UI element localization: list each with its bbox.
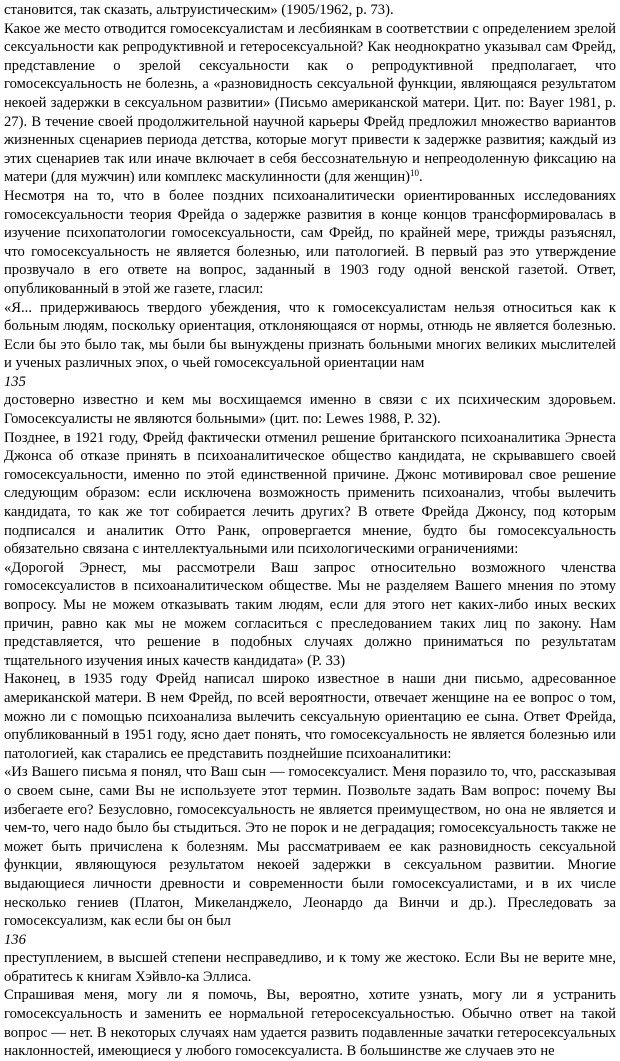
paragraph: Какое же место отводится гомосексуалистам и лесбиянкам в соответствии с определением зрелой сексуальности как репродуктивной и гетеросексуальной? Как неоднократно указывал сам Фрейд, представление о зрелой сексуальности как о репродуктивной предполагает, что гомосексуальность не болезнь, а «разновидность сексуальной функции, являющаяся результатом некоей задержки в сексуальном развитии» (Письмо американской матери. Цит. по: Bayer 1981, р. 27). В течение своей продолжительной научной карьеры Фрейд предложил множество вариантов жизненных сценариев периода детства, которые могут привести к задержке развития; каждый из этих сценариев так или иначе включает в себя бессознательную и непреодоленную фиксацию на матери (для мужчин) или комплекс маскулинности (для женщин)$^{10}$.	[4, 20, 616, 186]
quote-paragraph: «Дорогой Эрнест, мы рассмотрели Ваш запрос относительно возможного членства гомосексуалистов в психоаналитическом обществе. Мы не разделяем Вашего мнения по этому вопросу. Мы не можем отказывать таким людям, если для этого нет каких-либо иных веских причин, равно как мы не можем согласиться с преследованием таких лиц по закону. Нам представляется, что решение в подобных случаях должно приниматься по результатам тщательного изучения иных качеств кандидата» (Р. 33)	[4, 559, 616, 669]
paragraph: Несмотря на то, что в более поздних психоаналитически ориентированных исследованиях гомосексуальности теория Фрейда о задержке развития в конце концов трансформировалась в изучение психопатологии гомосексуальности, сам Фрейд, по крайней мере, трижды разъяснял, что гомосексуальность не является болезнью, или патологией. В первый раз это утверждение прозвучало в его ответе на вопрос, заданный в 1903 году одной венской газетой. Ответ, опубликованный в этой же газете, гласил:	[4, 187, 616, 297]
paragraph: Позднее, в 1921 году, Фрейд фактически отменил решение британского психоаналитика Эрнеста Джонса об отказе принять в психоаналитическое общество кандидата, не скрывавшего своей гомосексуальности, именно по этой единственной причине. Джонс мотивировал свое решение следующим образом: если исключена возможность применить психоанализ, чтобы вылечить кандидата, то как же тот собирается лечить других? В ответе Фрейда Джонсу, под которым подписался и аналитик Отто Ранк, опровергается мнение, будто бы гомосексуальность обязательно связана с интеллектуальными или психологическими ограничениями:	[4, 429, 616, 558]
paragraph: становится, так сказать, альтруистическим» (1905/1962, р. 73).	[4, 2, 394, 18]
paragraph: Спрашивая меня, могу ли я помочь, Вы, вероятно, хотите узнать, могу ли я устранить гомосексуальность и заменить ее нормальной гетеросексуальностью. Обычно ответ на такой вопрос — нет. В некоторых случаях нам удается развить подавленные зачатки гетеросексуальных наклонностей, имеющиеся у любого гомосексуалиста. В большинстве же случаев это не	[4, 987, 616, 1060]
quote-paragraph: «Я... придерживаюсь твердого убеждения, что к гомосексуалистам нельзя относиться как к больным людям, поскольку ориентация, отклоняющаяся от нормы, отнюдь не является болезнью. Если бы это было так, мы были бы вынуждены признать больными многих великих мыслителей и ученых различных эпох, о чьей гомосексуальной ориентации нам	[4, 299, 616, 372]
paragraph: Наконец, в 1935 году Фрейд написал широко известное в наши дни письмо, адресованное американской матери. В нем Фрейд, по всей вероятности, отвечает женщине на ее вопрос о том, можно ли с помощью психоанализа вылечить сексуальную ориентацию ее сына. Ответ Фрейда, опубликованный в 1951 году, ясно дает понять, что гомосексуальность не является болезнью или патологией, как старались ее представить позднейшие психоаналитики:	[4, 671, 616, 762]
page-number: 135	[4, 373, 26, 390]
quote-paragraph: «Из Вашего письма я понял, что Ваш сын — гомосексуалист. Меня поразило то, что, рассказывая о своем сыне, сами Вы не используете этот термин. Позвольте задать Вам вопрос: почему Вы избегаете его? Безусловно, гомосексуальность не является преимуществом, но она не является и чем-то, чего надо было бы стыдиться. Это не порок и не деградация; гомосексуальность также не может быть причислена к болезням. Мы рассматриваем ее как разновидность сексуальной функции, являющуюся результатом некоей задержки в сексуальном развитии. Многие выдающиеся личности древности и современности были гомосексуалистами, и в их числе несколько гениев (Платон, Микеланджело, Леонардо да Винчи и др.). Преследовать за гомосексуализм, как если бы он был	[4, 764, 616, 930]
paragraph: достоверно известно и кем мы восхищаемся именно в связи с их психическим здоровьем. Гомосексуалисты не являются больными» (цит. по: Lewes 1988, Р. 32).	[4, 392, 616, 428]
footnote-ref[interactable]: 10	[410, 168, 420, 179]
paragraph: преступлением, в высшей степени несправедливо, и к тому же жестоко. Если Вы не верите мне, обратитесь к книгам Хэйвло-ка Эллиса.	[4, 950, 616, 985]
page-number: 136	[4, 931, 26, 948]
